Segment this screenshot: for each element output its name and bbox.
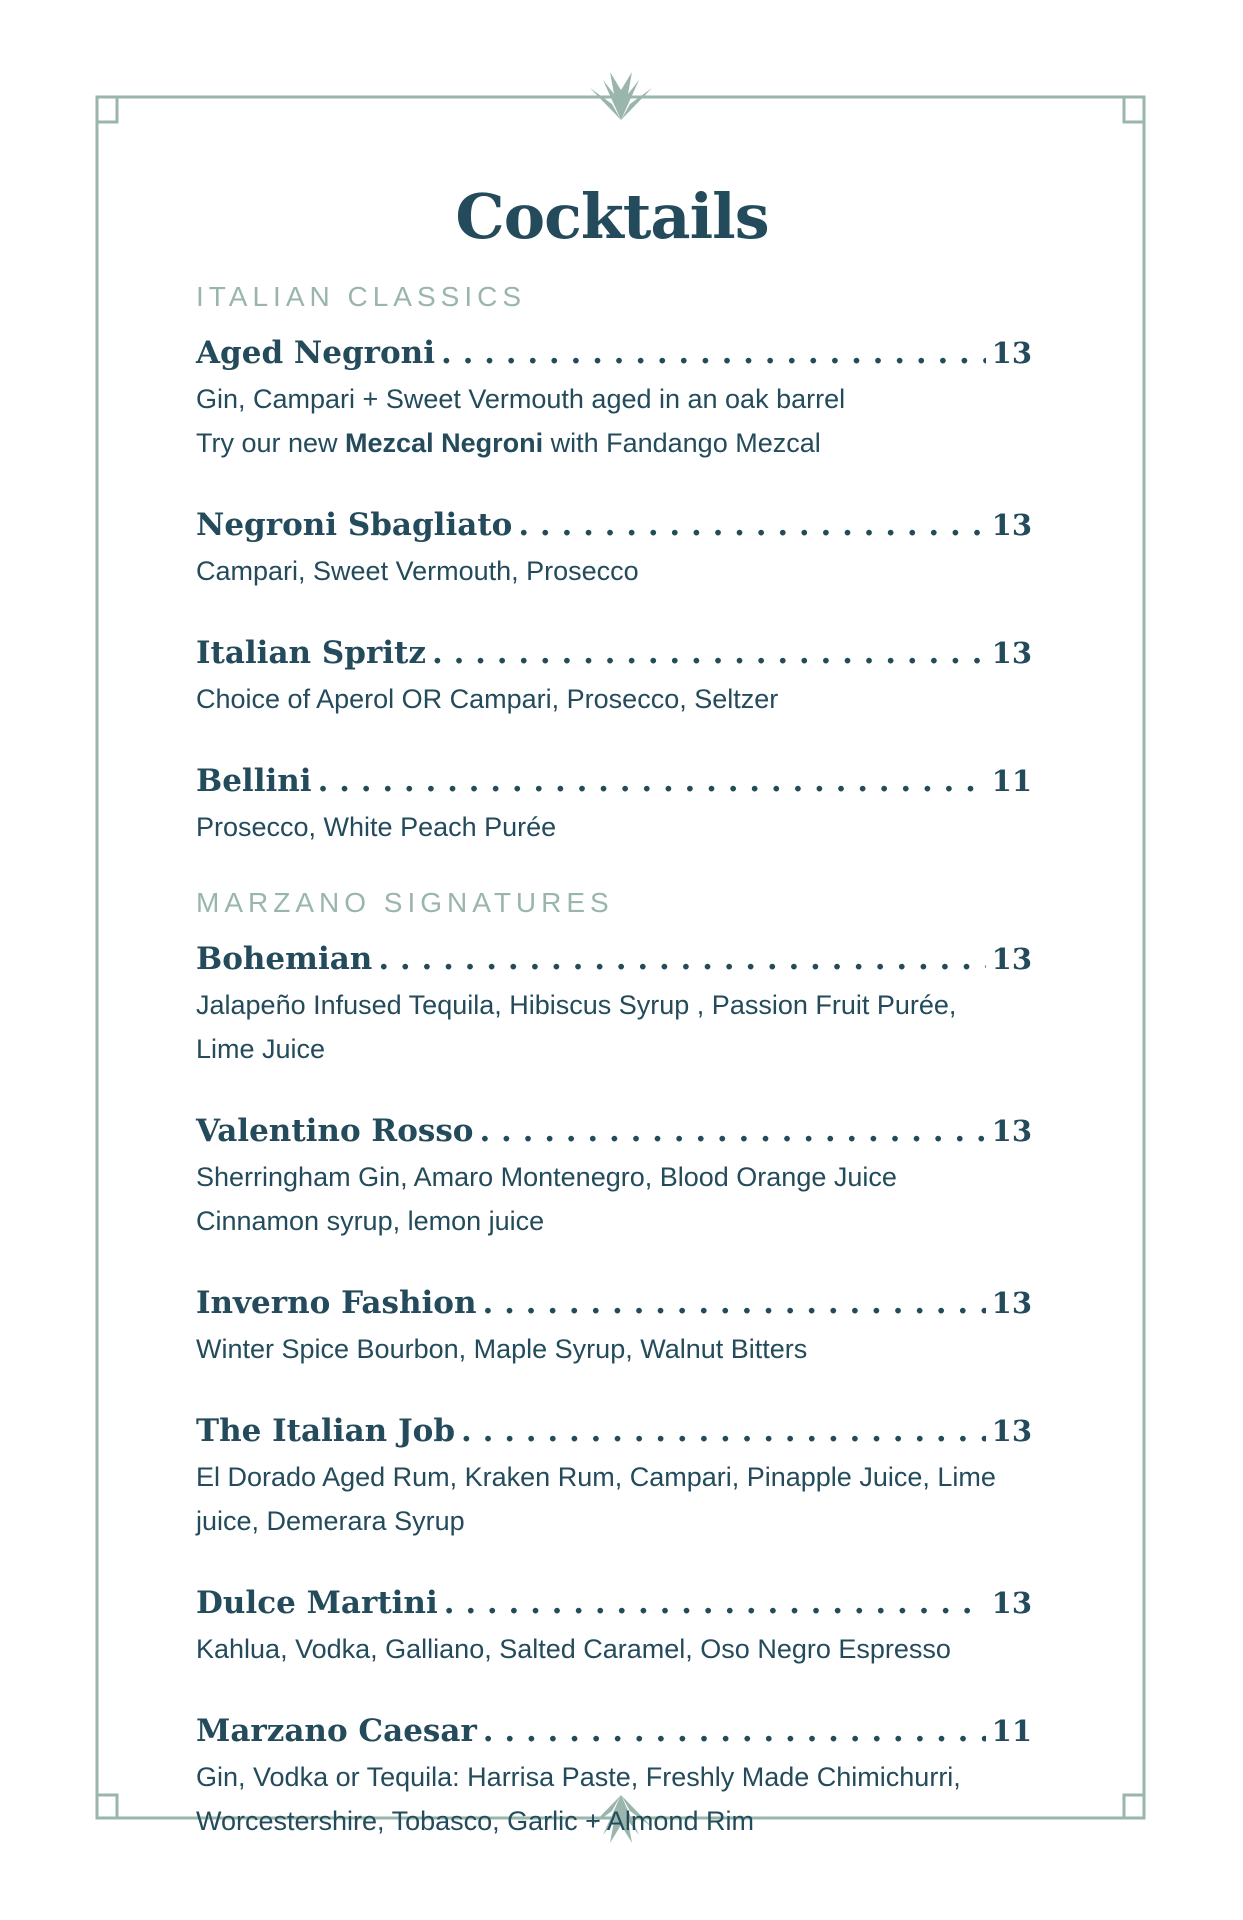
item-description xyxy=(196,377,1032,465)
menu-item-negroni-sbagliato xyxy=(196,503,1032,593)
menu-item-valentino-rosso xyxy=(196,1109,1032,1243)
item-description xyxy=(196,1327,1032,1371)
dot-leader xyxy=(483,1281,986,1325)
item-description-line: Cinnamon syrup, lemon juice xyxy=(196,1206,545,1236)
menu-item-bellini xyxy=(196,759,1032,849)
dot-leader xyxy=(461,1409,986,1453)
item-description xyxy=(196,549,1032,593)
item-description-line: Worcestershire, Tobasco, Garlic + Almond Rim xyxy=(196,1806,754,1836)
item-price: 13 xyxy=(991,1586,1032,1620)
item-price: 11 xyxy=(991,764,1032,798)
top-ornament-icon xyxy=(590,72,652,120)
dot-leader xyxy=(444,1581,986,1625)
item-description-line: Gin, Campari + Sweet Vermouth aged in an oak barrel xyxy=(196,384,846,414)
item-description-line: juice, Demerara Syrup xyxy=(196,1506,465,1536)
item-price: 13 xyxy=(991,1286,1032,1320)
item-note xyxy=(196,421,1032,465)
menu-item-the-italian-job xyxy=(196,1409,1032,1543)
item-price: 13 xyxy=(991,636,1032,670)
item-description-line: Prosecco, White Peach Purée xyxy=(196,812,557,842)
dot-leader xyxy=(441,331,986,375)
menu-item-dulce-martini xyxy=(196,1581,1032,1671)
item-description xyxy=(196,1755,1032,1843)
item-name: Aged Negroni xyxy=(196,335,435,371)
dot-leader xyxy=(479,1109,985,1153)
item-name: Negroni Sbagliato xyxy=(196,507,513,543)
section-marzano-signatures xyxy=(196,887,1032,1843)
item-description xyxy=(196,1455,1032,1543)
item-description-line: El Dorado Aged Rum, Kraken Rum, Campari, Pinapple Juice, Lime xyxy=(196,1462,996,1492)
item-description xyxy=(196,1155,1032,1243)
item-price: 13 xyxy=(991,336,1032,370)
dot-leader xyxy=(378,937,985,981)
note-highlight: Mezcal Negroni xyxy=(345,428,544,458)
item-price: 13 xyxy=(991,1114,1032,1148)
dot-leader xyxy=(483,1709,986,1753)
item-description-line: Winter Spice Bourbon, Maple Syrup, Walnut Bitters xyxy=(196,1334,808,1364)
menu-content xyxy=(196,180,1032,1881)
item-price: 11 xyxy=(991,1714,1032,1748)
section-heading: ITALIAN CLASSICS xyxy=(196,281,527,312)
menu-item-aged-negroni xyxy=(196,331,1032,465)
dot-leader xyxy=(518,503,985,547)
item-description-line: Jalapeño Infused Tequila, Hibiscus Syrup , Passion Fruit Purée, xyxy=(196,990,957,1020)
item-price: 13 xyxy=(991,1414,1032,1448)
menu-item-bohemian xyxy=(196,937,1032,1071)
menu-item-inverno-fashion xyxy=(196,1281,1032,1371)
item-name: The Italian Job xyxy=(196,1413,456,1449)
item-description xyxy=(196,677,1032,721)
item-name: Marzano Caesar xyxy=(196,1713,477,1749)
item-name: Dulce Martini xyxy=(196,1585,438,1621)
item-name: Inverno Fashion xyxy=(196,1285,477,1321)
item-description-line: Gin, Vodka or Tequila: Harrisa Paste, Freshly Made Chimichurri, xyxy=(196,1762,961,1792)
item-name: Bellini xyxy=(196,763,312,799)
item-description-line: Campari, Sweet Vermouth, Prosecco xyxy=(196,556,639,586)
menu-item-marzano-caesar xyxy=(196,1709,1032,1843)
menu-item-italian-spritz xyxy=(196,631,1032,721)
item-description xyxy=(196,805,1032,849)
note-prefix: Try our new xyxy=(196,428,346,458)
item-name: Italian Spritz xyxy=(196,635,426,671)
item-name: Bohemian xyxy=(196,941,373,977)
item-price: 13 xyxy=(991,508,1032,542)
item-description-line: Choice of Aperol OR Campari, Prosecco, Seltzer xyxy=(196,684,779,714)
dot-leader xyxy=(432,631,986,675)
item-description xyxy=(196,1627,1032,1671)
item-name: Valentino Rosso xyxy=(196,1113,474,1149)
item-description xyxy=(196,983,1032,1071)
note-suffix: with Fandango Mezcal xyxy=(543,428,821,458)
section-heading: MARZANO SIGNATURES xyxy=(196,887,614,918)
item-description-line: Sherringham Gin, Amaro Montenegro, Blood Orange Juice xyxy=(196,1162,897,1192)
item-price: 13 xyxy=(991,942,1032,976)
page-title: Cocktails xyxy=(455,180,769,253)
item-description-line: Kahlua, Vodka, Galliano, Salted Caramel, Oso Negro Espresso xyxy=(196,1634,951,1664)
section-italian-classics xyxy=(196,281,1032,849)
dot-leader xyxy=(318,759,986,803)
item-description-line: Lime Juice xyxy=(196,1034,326,1064)
